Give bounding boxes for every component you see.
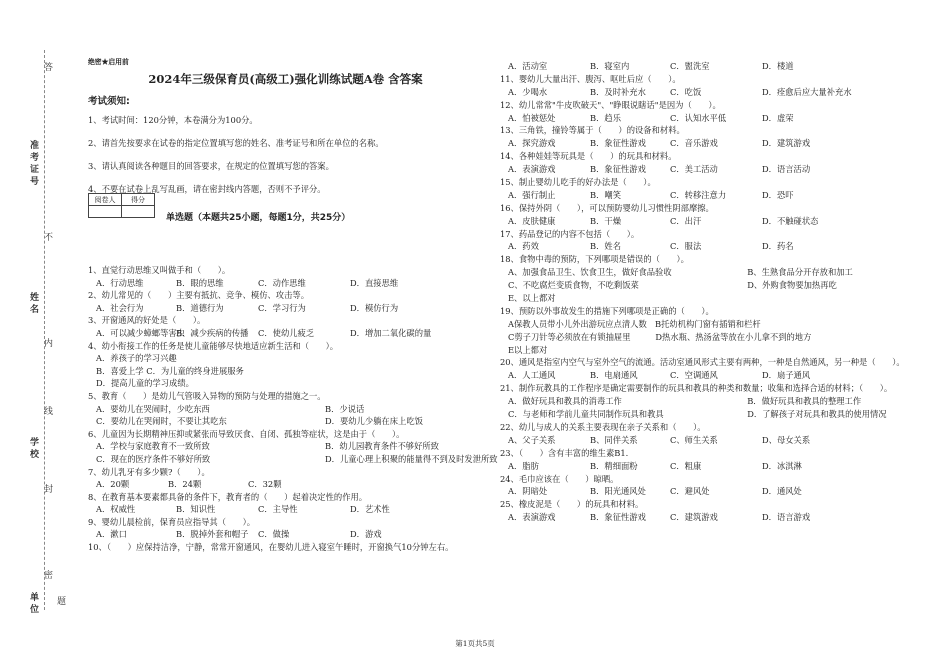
option: A、父子关系 xyxy=(508,434,556,445)
question-text: 13、三角铁，撞铃等属于（ ）的设备和材料。 xyxy=(500,125,685,136)
option: A．皮肤健康 xyxy=(508,215,556,226)
question-text: 8、在教育基本要素都具备的条件下，教育者的（ ）起着决定性的作用。 xyxy=(88,491,368,502)
option-row xyxy=(500,460,912,473)
option: B．姓名 xyxy=(590,241,621,252)
option: D、外购食物要加热再吃 xyxy=(747,280,837,291)
notice-item: 4、不要在试卷上乱写乱画，请在密封线内答题，否则不予评分。 xyxy=(88,184,326,194)
option: B．趋乐 xyxy=(590,112,621,123)
option: C．要幼儿在哭闹时，不要让其吃东 xyxy=(96,416,227,427)
option: C．转移注意力 xyxy=(670,189,727,200)
option: A．做好玩具和教具的消毒工作 xyxy=(508,396,622,407)
option: B．眼的思维 xyxy=(176,277,224,288)
option: D．语言活动 xyxy=(762,164,811,175)
option: C．现在的医疗条件不够好所致 xyxy=(96,453,211,464)
option: B．做好玩具和教具的整理工作 xyxy=(747,396,862,407)
option-row xyxy=(500,163,912,176)
reviewer-cell[interactable] xyxy=(89,206,122,218)
option: C．吃饭 xyxy=(670,86,702,97)
option: D．建筑游戏 xyxy=(762,138,811,149)
question-text: 6、儿童因为长期精神压抑或紧张而导致厌食、自闭、孤独等症状，这是由于（ ）。 xyxy=(88,428,405,439)
score-box xyxy=(88,193,155,218)
option: A．探究游戏 xyxy=(508,138,556,149)
question-text: 4、幼小衔接工作的任务是使儿童能够尽快地适应新生活和（ ）。 xyxy=(88,340,339,351)
label-admission-number: 准考证号 xyxy=(30,141,40,187)
seal-line xyxy=(44,50,45,610)
option-row xyxy=(500,408,912,421)
option: B．精细面粉 xyxy=(590,460,638,471)
question-text: 21、制作玩教具的工作程序是确定需要制作的玩具和教具的种类和数量；收集和选择合适的材料；（ ）。 xyxy=(500,383,893,394)
option: B．减少疾病的传播 xyxy=(176,327,249,338)
question-text: 16、保持外阴（ ），可以预防婴幼儿习惯性阴部摩擦。 xyxy=(500,202,714,213)
option: C．服法 xyxy=(670,241,702,252)
option: D．冰淇淋 xyxy=(762,460,802,471)
option-line: E以上都对 xyxy=(508,344,548,355)
question-text: 24、毛巾应该在（ ）晾晒。 xyxy=(500,473,619,484)
option: D．要幼儿少躺在床上吃饭 xyxy=(325,416,423,427)
question-text: 3、开窗通风的好处是（ ）。 xyxy=(88,315,206,326)
option: C．32颗 xyxy=(248,479,282,490)
option: B．24颗 xyxy=(168,479,202,490)
option: B．幼儿园教育条件不够好所致 xyxy=(325,441,439,452)
option: A．学校与家庭教育不一致所致 xyxy=(96,441,210,452)
option-row xyxy=(88,528,483,541)
option: A．脂肪 xyxy=(508,460,539,471)
option-row xyxy=(88,440,483,453)
option: D．不触碰状态 xyxy=(762,215,819,226)
option: A、加强食品卫生、饮食卫生，做好食品验收 xyxy=(508,267,672,278)
question-text: 25、橡皮泥是（ ）的玩具和材料。 xyxy=(500,499,644,510)
seal-char: 题 xyxy=(55,596,65,607)
option-row xyxy=(88,327,483,340)
option-row xyxy=(500,189,912,202)
option: C．动作思维 xyxy=(258,277,306,288)
option: C．建筑游戏 xyxy=(670,512,718,523)
notice-item: 3、请认真阅读各种题目的回答要求，在规定的位置填写您的答案。 xyxy=(88,161,334,171)
option: B．知识性 xyxy=(176,504,216,515)
reviewer-label: 阅卷人 xyxy=(89,194,122,206)
option: C．避风处 xyxy=(670,486,710,497)
seal-char: 密 xyxy=(42,570,52,581)
seal-char: 内 xyxy=(42,338,52,349)
option: A．药效 xyxy=(508,241,539,252)
option-row xyxy=(500,137,912,150)
option: C．空调通风 xyxy=(670,370,718,381)
option: B．干燥 xyxy=(590,215,621,226)
option: A．表演游戏 xyxy=(508,512,556,523)
notice-item: 1、考试时间：120分钟，本卷满分为100分。 xyxy=(88,115,258,125)
option-row xyxy=(88,277,483,290)
seal-char: 封 xyxy=(42,484,52,495)
question-text: 2、幼儿常见的（ ）主要有抵抗、竞争、模仿、攻击等。 xyxy=(88,290,309,301)
option: B．少说话 xyxy=(325,403,365,414)
seal-char: 线 xyxy=(42,406,52,417)
option: C．做操 xyxy=(258,529,290,540)
option-line: A．养孩子的学习兴趣 xyxy=(96,353,177,364)
question-text: 10、（ ）应保持洁净，宁静，常常开窗通风，在婴幼儿进入寝室午睡时，开窗换气10分钟左右。 xyxy=(88,542,454,553)
option-row xyxy=(500,86,912,99)
option: A．权威性 xyxy=(96,504,136,515)
option-row xyxy=(88,478,483,491)
question-text: 22、幼儿与成人的关系主要表现在亲子关系和（ ）。 xyxy=(500,421,706,432)
option: A．活动室 xyxy=(508,61,548,71)
score-cell[interactable] xyxy=(122,206,155,218)
option: D．药名 xyxy=(762,241,794,252)
question-text: 20、通风是指室内空气与室外空气的流通。活动室通风形式主要有两种，一种是自然通风，另一种是（ ）。 xyxy=(500,357,905,368)
question-text: 17、药品登记的内容不包括（ ）。 xyxy=(500,228,640,239)
page-footer: 第1页共5页 xyxy=(455,639,495,648)
option: B．及时补充水 xyxy=(590,86,646,97)
option-row xyxy=(500,485,912,498)
option: B．电扇通风 xyxy=(590,370,638,381)
option: C．出汗 xyxy=(670,215,702,226)
option-row xyxy=(88,302,483,315)
left-questions xyxy=(88,264,498,554)
option-row xyxy=(88,503,483,516)
question-text: 7、幼儿乳牙有多少颗?（ ）。 xyxy=(88,466,210,477)
option: D．了解孩子对玩具和教具的使用情况 xyxy=(747,409,887,420)
option-line: A保教人员带小儿外出游玩应点清人数 B托幼机构门窗有插销和栏杆 xyxy=(508,318,761,329)
option: A．可以减少蟑螂等害虫 xyxy=(96,327,185,338)
score-label: 得分 xyxy=(122,194,155,206)
option-row xyxy=(500,215,912,228)
option-row xyxy=(500,511,912,524)
option: A．20颗 xyxy=(96,479,130,490)
option: D．扇子通风 xyxy=(762,370,811,381)
option-line: B．喜爱上学 C．为儿童的终身进展服务 xyxy=(96,365,244,376)
option-row xyxy=(500,369,912,382)
option: B．脱掉外套和帽子 xyxy=(176,529,249,540)
option: C．美工活动 xyxy=(670,164,718,175)
option: B．寝室内 xyxy=(590,61,630,71)
binding-margin xyxy=(0,0,70,671)
option: A．阴暗处 xyxy=(508,486,548,497)
option: D．虚荣 xyxy=(762,112,794,123)
option: A．强行制止 xyxy=(508,189,556,200)
option: D．恐吓 xyxy=(762,189,794,200)
option: C．与老师和学前儿童共同制作玩具和教具 xyxy=(508,409,664,420)
option-row xyxy=(500,395,912,408)
option: B、同伴关系 xyxy=(590,434,638,445)
option-row xyxy=(88,403,483,416)
option: D．楼道 xyxy=(762,61,794,71)
option: C．使幼儿疲乏 xyxy=(258,327,315,338)
option-row xyxy=(88,415,483,428)
option: C．盥洗室 xyxy=(670,61,710,71)
option: D．艺术性 xyxy=(350,504,390,515)
question-text: 19、预防以外事故发生的措施下列哪项是正确的（ ）。 xyxy=(500,305,714,316)
option: A．表演游戏 xyxy=(508,164,556,175)
option: B．道德行为 xyxy=(176,302,224,313)
left-column xyxy=(88,56,498,553)
option: A．行动思维 xyxy=(96,277,144,288)
option: A．社会行为 xyxy=(96,302,144,313)
seal-char: 答 xyxy=(42,62,52,73)
option-line: C剪子刀针等必须放在有锁抽屉里 D热水瓶、热汤盆等放在小儿拿不到的地方 xyxy=(508,331,812,342)
option: A．要幼儿在哭闹时，少吃东西 xyxy=(96,403,210,414)
right-questions xyxy=(500,60,912,524)
seal-char: 不 xyxy=(42,232,52,243)
option-row xyxy=(500,60,912,73)
option: A．漱口 xyxy=(96,529,127,540)
option-row xyxy=(500,279,912,292)
option: C．主导性 xyxy=(258,504,298,515)
option: C、不吃腐烂变质食物，不吃剩饭菜 xyxy=(508,280,639,291)
option-line: E、以上都对 xyxy=(508,293,556,304)
option: B．象征性游戏 xyxy=(590,138,646,149)
exam-title: 2024年三级保育员(高级工)强化训练试题A卷 含答案 xyxy=(148,72,423,86)
option: A．少喝水 xyxy=(508,86,548,97)
question-text: 14、各种娃娃等玩具是（ ）的玩具和材料。 xyxy=(500,151,677,162)
option: C、师生关系 xyxy=(670,434,718,445)
option: D．儿童心理上积聚的能量得不到及时发泄所致 xyxy=(325,453,498,464)
question-text: 11、婴幼儿大量出汗、腹泻、呕吐后应（ ）。 xyxy=(500,73,681,84)
notice-item: 2、请首先按要求在试卷的指定位置填写您的姓名、准考证号和所在单位的名称。 xyxy=(88,138,384,148)
question-text: 9、婴幼儿晨检前，保育员应指导其（ ）。 xyxy=(88,516,256,527)
option: B．嘲笑 xyxy=(590,189,621,200)
option: B．象征性游戏 xyxy=(590,164,646,175)
option: D．痊愈后应大量补充水 xyxy=(762,86,852,97)
option: C．粗康 xyxy=(670,460,702,471)
section-title: 单选题（本题共25小题，每题1分，共25分） xyxy=(166,213,351,223)
option: A．怕被惩处 xyxy=(508,112,556,123)
option: D、母女关系 xyxy=(762,434,811,445)
option: B．阳光通风处 xyxy=(590,486,646,497)
option: C．认知水平低 xyxy=(670,112,727,123)
option: D．模仿行为 xyxy=(350,302,399,313)
question-text: 12、幼儿常常"牛皮吹破天"、"睁眼说瞎话"是因为（ ）。 xyxy=(500,99,721,110)
option: D．直接思维 xyxy=(350,277,399,288)
option: D．游戏 xyxy=(350,529,382,540)
label-unit: 单位 xyxy=(30,593,40,615)
notice-title: 考试须知: xyxy=(88,96,130,107)
option: D．通风处 xyxy=(762,486,802,497)
label-school: 学校 xyxy=(30,438,40,460)
option-row xyxy=(88,453,498,466)
option: A．人工通风 xyxy=(508,370,556,381)
option-row xyxy=(500,266,912,279)
option: D．增加二氧化碳的量 xyxy=(350,327,432,338)
option: B、生熟食品分开存放和加工 xyxy=(747,267,853,278)
label-name: 姓名 xyxy=(30,293,40,315)
option: C．音乐游戏 xyxy=(670,138,718,149)
option-row xyxy=(500,112,912,125)
question-text: 23、（ ）含有丰富的维生素B1. xyxy=(500,447,629,458)
question-text: 15、制止婴幼儿吃手的好办法是（ ）。 xyxy=(500,177,656,188)
option-line: D．提高儿童的学习成绩。 xyxy=(96,378,194,389)
option-row xyxy=(500,240,912,253)
secret-mark: 绝密★启用前 xyxy=(88,58,129,66)
option: C．学习行为 xyxy=(258,302,306,313)
option: D．语言游戏 xyxy=(762,512,811,523)
question-text: 18、食物中毒的预防，下列哪项是错误的（ ）。 xyxy=(500,254,689,265)
option-row xyxy=(500,434,912,447)
option: B．象征性游戏 xyxy=(590,512,646,523)
question-text: 1、直觉行动思维又叫做手和（ ）。 xyxy=(88,265,231,275)
question-text: 5、教育（ ）是幼儿气管吸入异物的预防与处理的措施之一。 xyxy=(88,390,326,401)
